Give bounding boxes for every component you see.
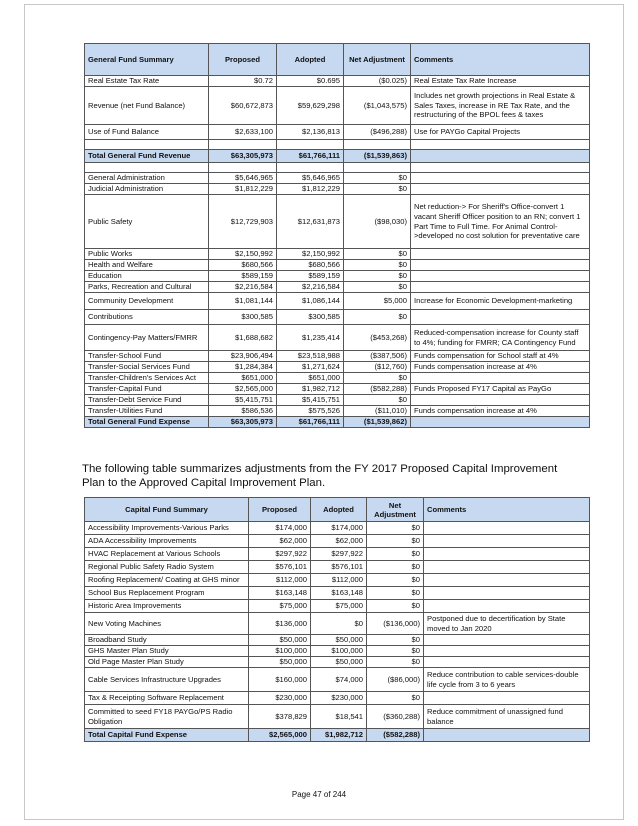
table-row [85,668,590,692]
net-adjustment-value: ($1,043,575) [344,87,411,125]
adopted-value: $75,000 [311,600,367,613]
proposed-value: $2,216,584 [209,282,277,293]
row-label: Broadband Study [85,635,249,646]
adopted-value: $50,000 [311,635,367,646]
comment-cell [411,173,590,184]
proposed-value: $1,284,384 [209,362,277,373]
column-header: Net Adjustment [344,44,411,76]
comment-cell: Reduce contribution to cable services-double life cycle from 3 to 6 years [424,668,590,692]
row-label: Transfer-Capital Fund [85,384,209,395]
table-row [85,293,590,310]
net-adjustment-value: $0 [344,173,411,184]
adopted-value: $0.695 [277,76,344,87]
proposed-value: $378,829 [249,705,311,729]
table-row [85,613,590,635]
comment-cell [424,548,590,561]
net-adjustment-value: ($582,288) [367,729,424,742]
comment-cell: Funds compensation increase at 4% [411,362,590,373]
net-adjustment-value: $0 [344,249,411,260]
table-row [85,635,590,646]
adopted-value: $680,566 [277,260,344,271]
row-label: Tax & Receipting Software Replacement [85,692,249,705]
proposed-value: $586,536 [209,406,277,417]
adopted-value: $2,216,584 [277,282,344,293]
net-adjustment-value: $0 [344,271,411,282]
adopted-value: $1,982,712 [311,729,367,742]
proposed-value: $23,906,494 [209,351,277,362]
net-adjustment-value: $0 [344,282,411,293]
adopted-value: $1,235,414 [277,325,344,351]
row-label: Education [85,271,209,282]
table-row [85,373,590,384]
adopted-value: $651,000 [277,373,344,384]
comment-cell [411,282,590,293]
row-label: Real Estate Tax Rate [85,76,209,87]
adopted-value: $575,526 [277,406,344,417]
table-row [85,310,590,325]
row-label: New Voting Machines [85,613,249,635]
table-row [85,587,590,600]
adopted-value [277,163,344,173]
net-adjustment-value: ($136,000) [367,613,424,635]
proposed-value: $2,150,992 [209,249,277,260]
adopted-value [277,140,344,150]
adopted-value: $297,922 [311,548,367,561]
comment-cell [424,600,590,613]
capital-plan-intro-text: The following table summarizes adjustments from the FY 2017 Proposed Capital Improvement Plan to the Approved Capital Improvement Plan. [82,463,558,489]
proposed-value: $163,148 [249,587,311,600]
row-label: Historic Area Improvements [85,600,249,613]
table-row [85,705,590,729]
table-row [85,249,590,260]
net-adjustment-value: $0 [367,646,424,657]
table-row [85,260,590,271]
row-label: Regional Public Safety Radio System [85,561,249,574]
net-adjustment-value: ($86,000) [367,668,424,692]
net-adjustment-value: $0 [367,522,424,535]
row-label: Contributions [85,310,209,325]
row-label: HVAC Replacement at Various Schools [85,548,249,561]
net-adjustment-value: ($387,506) [344,351,411,362]
proposed-value: $0.72 [209,76,277,87]
row-label: General Administration [85,173,209,184]
proposed-value: $62,000 [249,535,311,548]
table-row [85,173,590,184]
comment-cell: Reduced-compensation increase for County staff to 4%; funding for FMRR; CA Contingency Fund [411,325,590,351]
row-label: GHS Master Plan Study [85,646,249,657]
adopted-value: $2,150,992 [277,249,344,260]
row-label: Public Works [85,249,209,260]
proposed-value: $5,646,965 [209,173,277,184]
adopted-value: $62,000 [311,535,367,548]
table-row [85,692,590,705]
row-label: Total Capital Fund Expense [85,729,249,742]
proposed-value [209,163,277,173]
table-row [85,140,590,150]
capital-fund-summary-table [84,497,590,742]
comment-cell [424,635,590,646]
net-adjustment-value: $0 [344,184,411,195]
comment-cell: Funds compensation increase at 4% [411,406,590,417]
comment-cell [424,574,590,587]
net-adjustment-value: $0 [344,373,411,384]
adopted-value: $5,646,965 [277,173,344,184]
proposed-value: $2,633,100 [209,125,277,140]
adopted-value: $61,766,111 [277,417,344,428]
adopted-value: $5,415,751 [277,395,344,406]
column-header: Net Adjustment [367,498,424,522]
column-header: Adopted [311,498,367,522]
comment-cell: Funds Proposed FY17 Capital as PayGo [411,384,590,395]
row-label: Accessibility Improvements-Various Parks [85,522,249,535]
proposed-value: $300,585 [209,310,277,325]
comment-cell [411,395,590,406]
row-label: Use of Fund Balance [85,125,209,140]
adopted-value: $50,000 [311,657,367,668]
net-adjustment-value [344,163,411,173]
row-label: Revenue (net Fund Balance) [85,87,209,125]
comment-cell: Funds compensation for School staff at 4% [411,351,590,362]
row-label: Transfer-Utilities Fund [85,406,209,417]
adopted-value: $589,159 [277,271,344,282]
proposed-value: $160,000 [249,668,311,692]
row-label: Transfer-Social Services Fund [85,362,209,373]
row-label: Total General Fund Expense [85,417,209,428]
net-adjustment-value: ($360,288) [367,705,424,729]
proposed-value: $5,415,751 [209,395,277,406]
row-label [85,163,209,173]
row-label: Public Safety [85,195,209,249]
adopted-value: $174,000 [311,522,367,535]
column-header: Capital Fund Summary [85,498,249,522]
proposed-value: $174,000 [249,522,311,535]
comment-cell [411,184,590,195]
proposed-value: $63,305,973 [209,417,277,428]
proposed-value: $230,000 [249,692,311,705]
adopted-value: $1,812,229 [277,184,344,195]
row-label: Committed to seed FY18 PAYGo/PS Radio Obligation [85,705,249,729]
comment-cell: Net reduction-> For Sheriff's Office-convert 1 vacant Sheriff Officer position to an RN; convert 1 Part Time to Full Time. For Animal Control->developed no cost solution for preventative care [411,195,590,249]
column-header: Comments [411,44,590,76]
comment-cell [411,271,590,282]
adopted-value: $112,000 [311,574,367,587]
proposed-value: $75,000 [249,600,311,613]
adopted-value: $23,518,988 [277,351,344,362]
comment-cell [411,249,590,260]
table-row [85,76,590,87]
adopted-value: $2,136,813 [277,125,344,140]
row-label: Transfer-Debt Service Fund [85,395,209,406]
table-row [85,184,590,195]
comment-cell [424,646,590,657]
comment-cell: Includes net growth projections in Real Estate & Sales Taxes, increase in RE Tax Rate, and the restructuring of the BPOL fees & taxes [411,87,590,125]
row-label: Total General Fund Revenue [85,150,209,163]
table-row [85,657,590,668]
table-row [85,406,590,417]
page-number: Page 47 of 244 [291,790,347,799]
net-adjustment-value: ($1,539,863) [344,150,411,163]
table-row [85,150,590,163]
adopted-value: $1,271,624 [277,362,344,373]
column-header: Adopted [277,44,344,76]
net-adjustment-value: $0 [367,561,424,574]
comment-cell [424,729,590,742]
adopted-value: $18,541 [311,705,367,729]
net-adjustment-value: ($453,268) [344,325,411,351]
net-adjustment-value: $0 [367,587,424,600]
net-adjustment-value: ($582,288) [344,384,411,395]
adopted-value: $230,000 [311,692,367,705]
table-row [85,395,590,406]
net-adjustment-value: ($98,030) [344,195,411,249]
general-fund-summary-table [84,43,590,428]
net-adjustment-value: $0 [367,635,424,646]
proposed-value: $1,688,682 [209,325,277,351]
capital-fund-rows [85,522,590,742]
comment-cell: Postponed due to decertification by State moved to Jan 2020 [424,613,590,635]
net-adjustment-value: $0 [367,548,424,561]
adopted-value: $59,629,298 [277,87,344,125]
row-label: Community Development [85,293,209,310]
row-label: Health and Welfare [85,260,209,271]
comment-cell [424,561,590,574]
general-fund-rows [85,76,590,428]
column-header: Comments [424,498,590,522]
table-row [85,271,590,282]
adopted-value: $61,766,111 [277,150,344,163]
adopted-value: $576,101 [311,561,367,574]
proposed-value: $651,000 [209,373,277,384]
net-adjustment-value: $0 [367,692,424,705]
net-adjustment-value: ($496,288) [344,125,411,140]
comment-cell [411,163,590,173]
column-header: Proposed [249,498,311,522]
comment-cell [411,310,590,325]
comment-cell [411,150,590,163]
proposed-value: $2,565,000 [249,729,311,742]
table-row [85,325,590,351]
comment-cell [411,140,590,150]
adopted-value: $1,982,712 [277,384,344,395]
adopted-value: $12,631,873 [277,195,344,249]
proposed-value: $576,101 [249,561,311,574]
comment-cell [424,522,590,535]
net-adjustment-value: $0 [367,535,424,548]
net-adjustment-value: $0 [344,395,411,406]
comment-cell [411,417,590,428]
table-row [85,351,590,362]
row-label: Old Page Master Plan Study [85,657,249,668]
net-adjustment-value: $0 [344,310,411,325]
row-label [85,140,209,150]
row-label: Transfer-School Fund [85,351,209,362]
proposed-value [209,140,277,150]
proposed-value: $112,000 [249,574,311,587]
net-adjustment-value: $0 [367,657,424,668]
table-row [85,125,590,140]
table-row [85,535,590,548]
column-header: General Fund Summary [85,44,209,76]
proposed-value: $50,000 [249,657,311,668]
table-row [85,384,590,395]
proposed-value: $100,000 [249,646,311,657]
row-label: School Bus Replacement Program [85,587,249,600]
comment-cell: Increase for Economic Development-marketing [411,293,590,310]
adopted-value: $100,000 [311,646,367,657]
comment-cell [411,260,590,271]
net-adjustment-value: $0 [367,600,424,613]
table-row [85,195,590,249]
table-row [85,362,590,373]
table-row [85,600,590,613]
proposed-value: $12,729,903 [209,195,277,249]
net-adjustment-value: ($1,539,862) [344,417,411,428]
proposed-value: $589,159 [209,271,277,282]
row-label: Contingency-Pay Matters/FMRR [85,325,209,351]
proposed-value: $60,672,873 [209,87,277,125]
proposed-value: $297,922 [249,548,311,561]
proposed-value: $680,566 [209,260,277,271]
comment-cell [424,535,590,548]
table-row [85,282,590,293]
net-adjustment-value [344,140,411,150]
row-label: Roofing Replacement/ Coating at GHS minor [85,574,249,587]
proposed-value: $136,000 [249,613,311,635]
comment-cell: Real Estate Tax Rate Increase [411,76,590,87]
adopted-value: $0 [311,613,367,635]
column-header: Proposed [209,44,277,76]
proposed-value: $2,565,000 [209,384,277,395]
net-adjustment-value: $0 [367,574,424,587]
table-row [85,548,590,561]
net-adjustment-value: ($12,760) [344,362,411,373]
table-row [85,87,590,125]
net-adjustment-value: $0 [344,260,411,271]
adopted-value: $300,585 [277,310,344,325]
row-label: Parks, Recreation and Cultural [85,282,209,293]
row-label: Transfer-Children's Services Act [85,373,209,384]
table-row [85,574,590,587]
table-row [85,561,590,574]
proposed-value: $63,305,973 [209,150,277,163]
row-label: Judicial Administration [85,184,209,195]
comment-cell [424,657,590,668]
comment-cell [424,692,590,705]
adopted-value: $163,148 [311,587,367,600]
comment-cell [411,373,590,384]
row-label: Cable Services Infrastructure Upgrades [85,668,249,692]
table-row [85,646,590,657]
proposed-value: $50,000 [249,635,311,646]
adopted-value: $1,086,144 [277,293,344,310]
table-row [85,522,590,535]
net-adjustment-value: $5,000 [344,293,411,310]
comment-cell [424,587,590,600]
table-row [85,417,590,428]
row-label: ADA Accessibility Improvements [85,535,249,548]
table-row [85,163,590,173]
net-adjustment-value: ($0.025) [344,76,411,87]
proposed-value: $1,812,229 [209,184,277,195]
comment-cell: Use for PAYGo Capital Projects [411,125,590,140]
net-adjustment-value: ($11,010) [344,406,411,417]
comment-cell: Reduce commitment of unassigned fund balance [424,705,590,729]
proposed-value: $1,081,144 [209,293,277,310]
table-row [85,729,590,742]
adopted-value: $74,000 [311,668,367,692]
